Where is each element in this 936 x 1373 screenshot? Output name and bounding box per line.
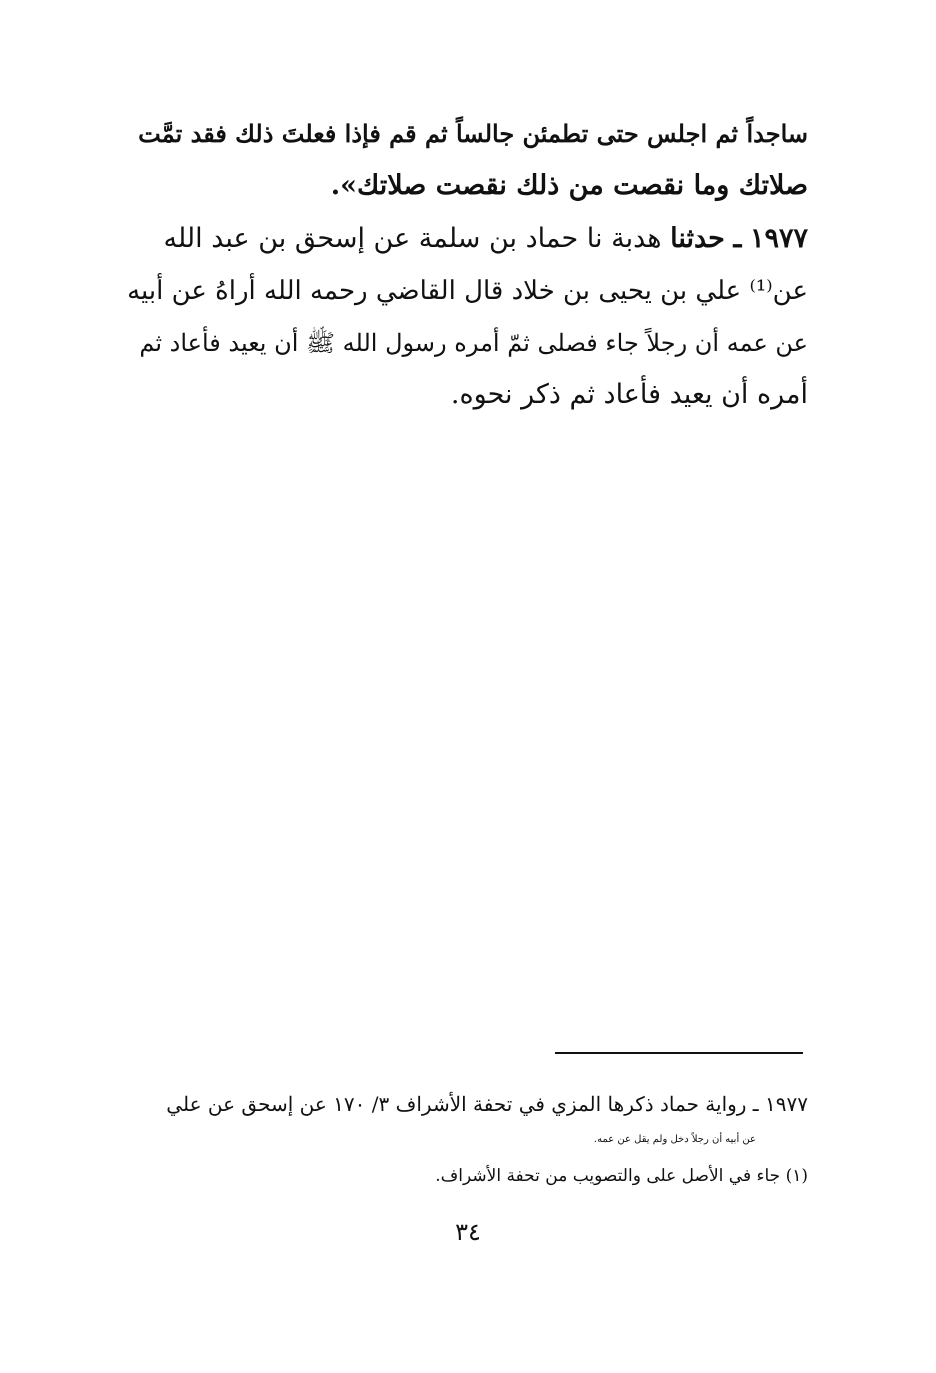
text-line: صلاتك وما نقصت من ذلك نقصت صلاتك». xyxy=(330,170,808,201)
hadith-number: ١٩٧٧ xyxy=(749,223,808,254)
footnote-separator xyxy=(555,1052,803,1054)
hadith-dash: ـ xyxy=(733,223,742,254)
paragraph-continuation xyxy=(128,108,808,212)
footnote-1977-line: ١٩٧٧ ـ رواية حماد ذكرها المزي في تحفة الأشراف ٣/ ١٧٠ عن إسحق عن علي xyxy=(166,1092,808,1116)
hadith-first-line xyxy=(128,213,808,265)
text-line: عن⁽¹⁾ علي بن يحيى بن خلاد قال القاضي رحمه الله أراهُ عن أبيه xyxy=(127,276,808,306)
text-line-rest: هدبة نا حماد بن سلمة عن إسحق بن عبد الله xyxy=(163,223,662,254)
footnotes xyxy=(128,1086,808,1194)
footnote-1: (١) جاء في الأصل على والتصويب من تحفة الأشراف. xyxy=(435,1166,808,1186)
page-number: ٣٤ xyxy=(455,1218,481,1246)
hadith-1977 xyxy=(128,213,808,421)
text-line: عن عمه أن رجلاً جاء فصلى ثمّ أمره رسول الله ﷺ أن يعيد فأعاد ثم xyxy=(139,329,808,357)
text-line: أمره أن يعيد فأعاد ثم ذكر نحوه. xyxy=(450,379,808,410)
text-line: ساجداً ثم اجلس حتى تطمئن جالساً ثم قم فإذا فعلتَ ذلك فقد تمَّت xyxy=(138,119,808,148)
hadith-lead-word: حدثنا xyxy=(670,223,725,254)
footnote-1977-line: عن أبيه أن رجلاً دخل ولم يقل عن عمه. xyxy=(593,1134,756,1145)
